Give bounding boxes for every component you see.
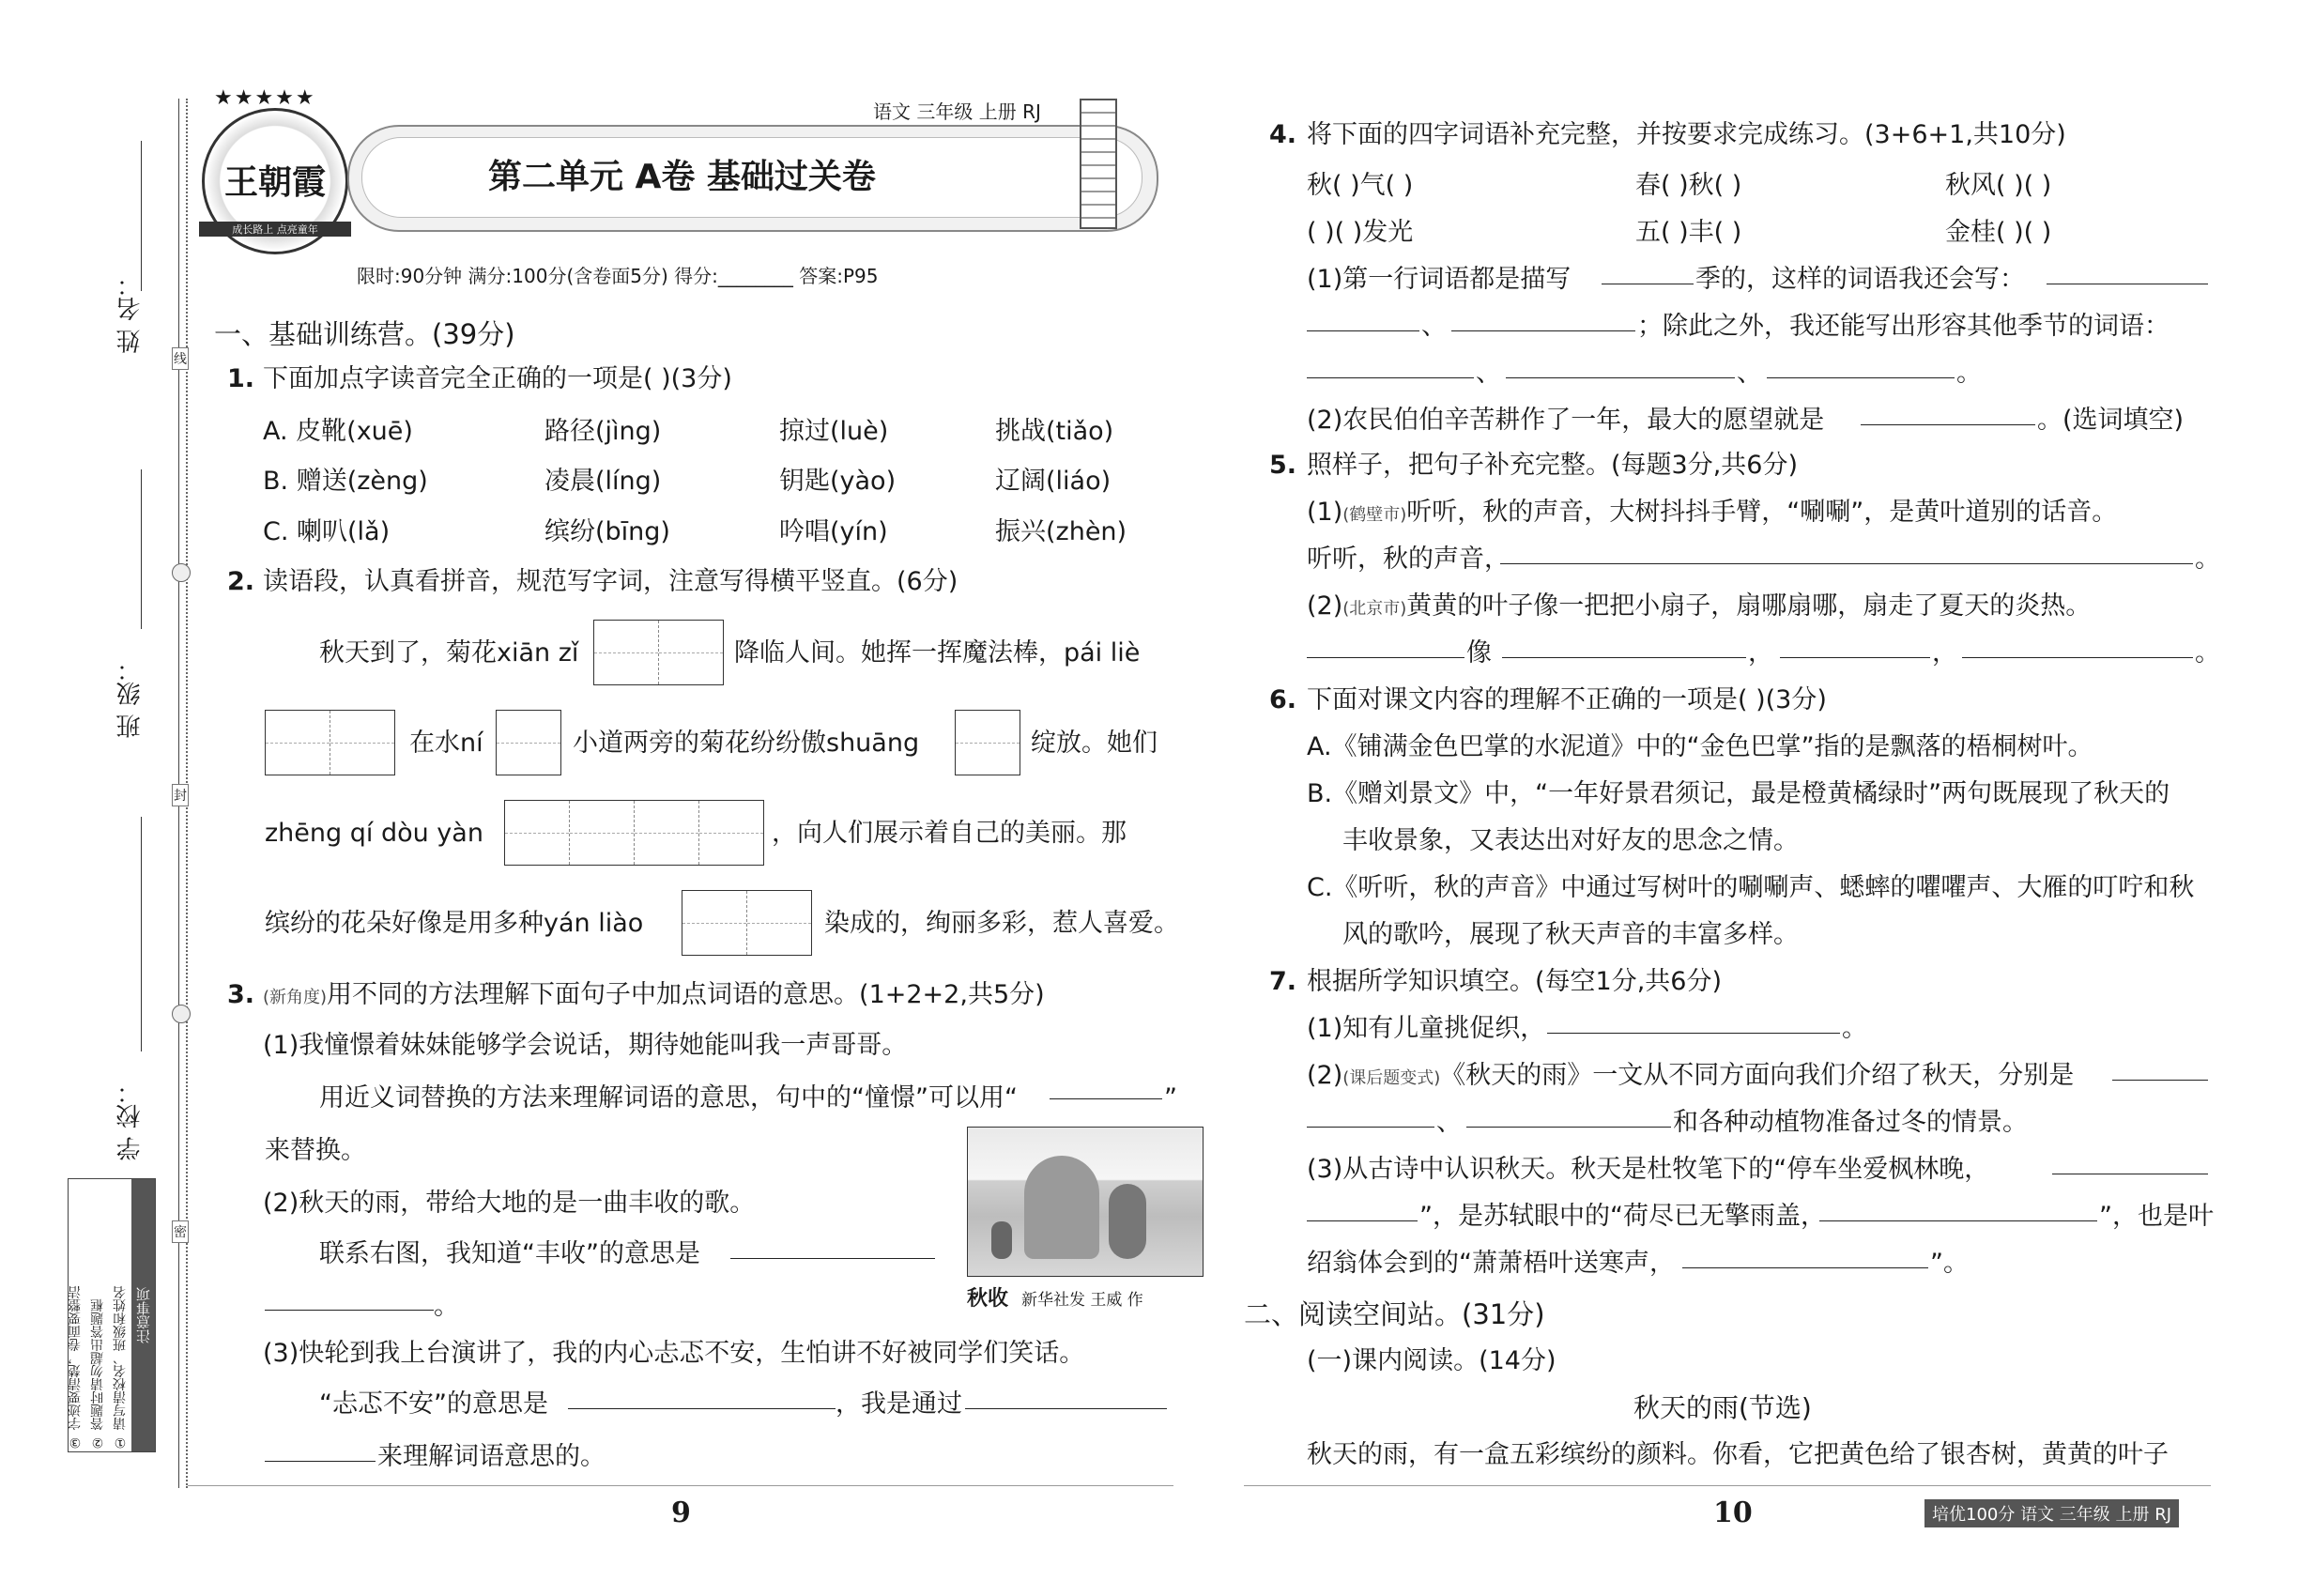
q7-2-blank-2[interactable]: [1307, 1127, 1434, 1128]
option-c[interactable]: C.《听听，秋的声音》中通过写树叶的唰唰声、蟋蟀的㘗㘗声、大雁的叮咛和秋: [1307, 873, 2195, 902]
brand-name: 王朝霞: [223, 162, 326, 202]
q5-2-blank-2[interactable]: [1502, 657, 1746, 658]
seal-mark-secret: 密: [172, 1220, 189, 1243]
reading-paragraph: 秋天的雨，有一盒五彩缤纷的颜料。你看，它把黄色给了银杏树，黄黄的叶子: [1307, 1440, 2169, 1469]
writing-grid[interactable]: [496, 710, 561, 775]
option-row: [263, 463, 1112, 500]
page-number: 9: [671, 1496, 691, 1529]
q2-pinyin: zhēng qí dòu yàn: [265, 819, 483, 848]
notice-item: ② 答题时请勿超出答题框: [90, 1298, 105, 1450]
comma: ，: [1748, 638, 1773, 668]
name-blank[interactable]: [141, 141, 142, 291]
q5-1a: 听听，秋的声音，: [1307, 545, 1510, 574]
question-2: 读语段，认真看拼音，规范写字词，注意写得横平竖直。(6分): [263, 567, 958, 596]
q5-1-tag: (鹤壁市): [1342, 505, 1407, 525]
q3-2a: 联系右图，我知道“丰收”的意思是: [319, 1239, 700, 1268]
option-a-2: 路径(jìng): [544, 417, 662, 446]
q4-word[interactable]: 春( )秋( ): [1635, 171, 1742, 200]
q4-word[interactable]: 金桂( )( ): [1945, 218, 2052, 247]
question-number: 7.: [1269, 967, 1297, 996]
period: 。: [434, 1292, 459, 1321]
separator: 、: [1421, 312, 1447, 341]
option-b-3: 钥匙(yào): [779, 467, 897, 496]
q2-text: 秋天到了，菊花xiān zǐ: [319, 638, 579, 668]
page-number: 10: [1713, 1496, 1753, 1529]
q5-1: (1)(鹤壁市)听听，秋的声音，大树抖抖手臂，“唰唰”，是黄叶道别的话音。: [1307, 498, 2118, 527]
notice-title: 注意事项: [131, 1179, 155, 1451]
q4-1c: ；除此之外，我还能写出形容其他季节的词语：: [1637, 312, 2170, 341]
notice-item: ① 请写清校名、班级和姓名: [113, 1285, 128, 1450]
q1-answer-paren[interactable]: [544, 357, 629, 398]
harvest-cartoon-image: [967, 1127, 1204, 1277]
question-7: 根据所学知识填空。(每空1分,共6分): [1307, 967, 1723, 996]
section-2-1-heading: (一)课内阅读。(14分): [1307, 1346, 1556, 1375]
q3-3: (3)快轮到我上台演讲了，我的内心忐忑不安，生怕讲不好被同学们笑话。: [263, 1339, 1085, 1368]
writing-grid[interactable]: [682, 890, 812, 956]
option-row: [263, 514, 1127, 551]
q4-word[interactable]: 五( )丰( ): [1635, 218, 1742, 247]
quote-mark: ”: [1164, 1083, 1177, 1113]
q2-text: 缤纷的花朵好像是用多种yán liào: [265, 909, 644, 938]
brand-logo: [202, 86, 348, 254]
q2-text: 小道两旁的菊花纷纷傲shuāng: [573, 729, 920, 758]
q7-3-blank-3[interactable]: [1819, 1220, 2097, 1221]
school-label: 学 校：: [116, 1080, 145, 1161]
name-label: 姓 名：: [116, 272, 145, 354]
school-blank[interactable]: [141, 817, 142, 1051]
q3-1-blank[interactable]: [1050, 1098, 1162, 1099]
q4-1b: 季的，这样的词语我还会写：: [1695, 265, 2025, 294]
image-credit: 新华社发 王威 作: [1021, 1291, 1143, 1310]
question-number: 2.: [227, 567, 255, 596]
q7-3d: 绍翁体会到的“萧萧梧叶送寒声，: [1307, 1249, 1675, 1278]
footer-rule: [188, 1485, 1173, 1486]
q7-3e: ”。: [1930, 1249, 1969, 1278]
writing-grid[interactable]: [955, 710, 1020, 775]
q4-1-blank-7[interactable]: [1767, 377, 1955, 378]
section-2-heading: 二、阅读空间站。(31分): [1244, 1298, 1545, 1330]
question-3: [263, 976, 1045, 1017]
q3-tag: (新角度): [263, 988, 328, 1007]
seal-mark-seal: 封: [172, 784, 189, 806]
option-b[interactable]: B.《赠刘景文》中，“一年好景君须记，最是橙黄橘绿时”两句既展现了秋天的: [1307, 779, 2170, 808]
q7-2: (2)(课后题变式)《秋天的雨》一文从不同方面向我们介绍了秋天，分别是: [1307, 1061, 2075, 1090]
question-number: 3.: [227, 980, 255, 1009]
option-b-4: 辽阔(liáo): [995, 467, 1112, 496]
writing-grid[interactable]: [265, 710, 395, 775]
q7-3b: ”，是苏轼眼中的“荷尽已无擎雨盖，: [1419, 1202, 1826, 1231]
question-number: 1.: [227, 364, 255, 393]
q2-text: 降临人间。她挥一挥魔法棒，pái liè: [734, 638, 1141, 668]
option-a[interactable]: A.《铺满金色巴掌的水泥道》中的“金色巴掌”指的是飘落的梧桐树叶。: [1307, 732, 2093, 761]
separator: 、: [1476, 359, 1501, 388]
writing-grid[interactable]: [593, 620, 724, 685]
q2-text: ，向人们展示着自己的美丽。那: [772, 819, 1127, 848]
option-a-3: 掠过(luè): [779, 417, 889, 446]
question-6: 下面对课文内容的理解不正确的一项是( )(3分): [1307, 685, 1827, 714]
q3-1b: 来替换。: [265, 1136, 366, 1165]
option-c-3: 吟唱(yín): [779, 517, 888, 546]
q7-3: (3)从古诗中认识秋天。秋天是杜牧笔下的“停车坐爱枫林晚，: [1307, 1155, 1990, 1184]
seal-mark-line: 线: [172, 347, 189, 370]
q7-2-blank-3[interactable]: [1466, 1127, 1671, 1128]
question-number: 4.: [1269, 120, 1297, 149]
q5-2a: 像: [1466, 638, 1492, 668]
footer-rule: [1244, 1485, 2211, 1486]
class-blank[interactable]: [141, 469, 142, 629]
exam-info: 限时:90分钟 满分:100分(含卷面5分) 得分:________ 答案:P95: [357, 265, 879, 287]
option-a-1: A. 皮靴(xuē): [263, 417, 413, 446]
q7-2b: 和各种动植物准备过冬的情景。: [1673, 1108, 2028, 1137]
option-a-4: 挑战(tiǎo): [995, 417, 1114, 446]
q3-2-blank-2[interactable]: [265, 1310, 434, 1311]
option-c-cont: 风的歌吟，展现了秋天声音的丰富多样。: [1342, 920, 1799, 949]
q3-1: (1)我憧憬着妹妹能够学会说话，期待她能叫我一声哥哥。: [263, 1031, 908, 1060]
comma: ，: [1932, 638, 1957, 668]
question-number: 6.: [1269, 685, 1297, 714]
period: 。: [1842, 1014, 1867, 1043]
q4-2: (2)农民伯伯辛苦耕作了一年，最大的愿望就是: [1307, 406, 1825, 435]
q7-1-blank[interactable]: [1547, 1033, 1840, 1034]
q4-word[interactable]: 秋( )气( ): [1307, 171, 1414, 200]
q5-2-blank-3[interactable]: [1780, 657, 1930, 658]
q7-3c: ”，也是叶: [2099, 1202, 2214, 1231]
q3-3-blank[interactable]: [568, 1408, 836, 1409]
q5-1-text: 听听，秋的声音，大树抖抖手臂，“唰唰”，是黄叶道别的话音。: [1406, 498, 2118, 527]
q7-2-blank[interactable]: [2112, 1080, 2208, 1081]
q3-2: (2)秋天的雨，带给大地的是一曲丰收的歌。: [263, 1189, 756, 1218]
q4-word[interactable]: 秋风( )( ): [1945, 171, 2052, 200]
q3-text: 用不同的方法理解下面句子中加点词语的意思。(1+2+2,共5分): [327, 980, 1045, 1009]
option-b-2: 凌晨(líng): [544, 467, 662, 496]
q7-3-blank-2[interactable]: [1307, 1220, 1418, 1221]
q7-3-blank-4[interactable]: [1682, 1267, 1928, 1268]
q3-3b: ，我是通过: [836, 1389, 962, 1419]
period: 。: [1956, 359, 1982, 388]
option-c-4: 振兴(zhèn): [995, 517, 1127, 546]
q2-text: 染成的，绚丽多彩，惹人喜爱。: [824, 909, 1179, 938]
q3-2-blank[interactable]: [730, 1258, 935, 1259]
brand-slogan: 成长路上 点亮童年: [199, 222, 351, 237]
option-row: [263, 413, 1114, 451]
period: 。: [2195, 545, 2220, 574]
q4-1-blank-4[interactable]: [1451, 330, 1635, 331]
question-5: 照样子，把句子补充完整。(每题3分,共6分): [1307, 451, 1799, 480]
image-caption: 秋收: [967, 1287, 1009, 1311]
q3-3c: 来理解词语意思的。: [377, 1442, 606, 1471]
q5-2-blank-4[interactable]: [1962, 657, 2193, 658]
lighthouse-icon: [1080, 99, 1117, 229]
q2-text: 绽放。她们: [1031, 729, 1158, 758]
hole-icon: [172, 1005, 191, 1023]
separator: 、: [1436, 1108, 1462, 1137]
q4-1: (1)第一行词语都是描写: [1307, 265, 1572, 294]
stars-icon: ★★★★★: [214, 86, 316, 110]
header-meta: 语文 三年级 上册 RJ: [873, 100, 1041, 123]
q5-2-tag: (北京市): [1342, 599, 1407, 619]
period: 。: [2195, 638, 2220, 668]
q4-1-blank-6[interactable]: [1506, 377, 1735, 378]
option-b-cont: 丰收景象，又表达出对好友的思念之情。: [1342, 826, 1799, 855]
q4-word[interactable]: ( )( )发光: [1307, 218, 1414, 247]
q7-2-text: 《秋天的雨》一文从不同方面向我们介绍了秋天，分别是: [1440, 1061, 2075, 1090]
section-1-heading: 一、基础训练营。(39分): [214, 318, 515, 350]
q3-3-blank-3[interactable]: [265, 1461, 376, 1462]
footer-badge: 培优100分 语文 三年级 上册 RJ: [1924, 1499, 2179, 1527]
page-title: 第二单元 A卷 基础过关卷: [488, 158, 876, 196]
q5-2-blank[interactable]: [1307, 657, 1464, 658]
q5-2: (2)(北京市)黄黄的叶子像一把把小扇子，扇哪扇哪，扇走了夏天的炎热。: [1307, 591, 2092, 621]
option-c-2: 缤纷(bīng): [544, 517, 670, 546]
q3-3-blank-2[interactable]: [965, 1408, 1167, 1409]
q4-2-blank[interactable]: [1861, 424, 2035, 425]
option-c-1: C. 喇叭(lǎ): [263, 517, 391, 546]
notice-box: [68, 1178, 156, 1452]
option-b-1: B. 赠送(zèng): [263, 467, 428, 496]
question-4: 将下面的四字词语补充完整，并按要求完成练习。(3+6+1,共10分): [1307, 120, 2066, 149]
writing-grid[interactable]: [504, 800, 764, 866]
q2-text: 在水ní: [409, 729, 483, 758]
q3-1a: 用近义词替换的方法来理解词语的意思，句中的“憧憬”可以用“: [319, 1083, 1018, 1113]
question-number: 5.: [1269, 451, 1297, 480]
q5-1-blank[interactable]: [1500, 563, 2193, 564]
q4-1-blank-5[interactable]: [1307, 377, 1474, 378]
q7-2-tag: (课后题变式): [1342, 1068, 1441, 1088]
notice-item: ③ 字迹要清楚，卷面要整洁: [68, 1285, 83, 1450]
q5-2-text: 黄黄的叶子像一把把小扇子，扇哪扇哪，扇走了夏天的炎热。: [1406, 591, 2092, 621]
reading-title: 秋天的雨(节选): [1633, 1392, 1812, 1423]
q4-2b: 。(选词填空): [2037, 406, 2185, 435]
hole-icon: [172, 563, 191, 582]
q4-1-blank-3[interactable]: [1307, 330, 1419, 331]
class-label: 班 级：: [116, 657, 145, 739]
q3-3a: “忐忑不安”的意思是: [319, 1389, 548, 1419]
q7-1: (1)知有儿童挑促织，: [1307, 1014, 1546, 1043]
question-1: 下面加点字读音完全正确的一项是( )(3分): [263, 364, 732, 393]
separator: 、: [1737, 359, 1762, 388]
